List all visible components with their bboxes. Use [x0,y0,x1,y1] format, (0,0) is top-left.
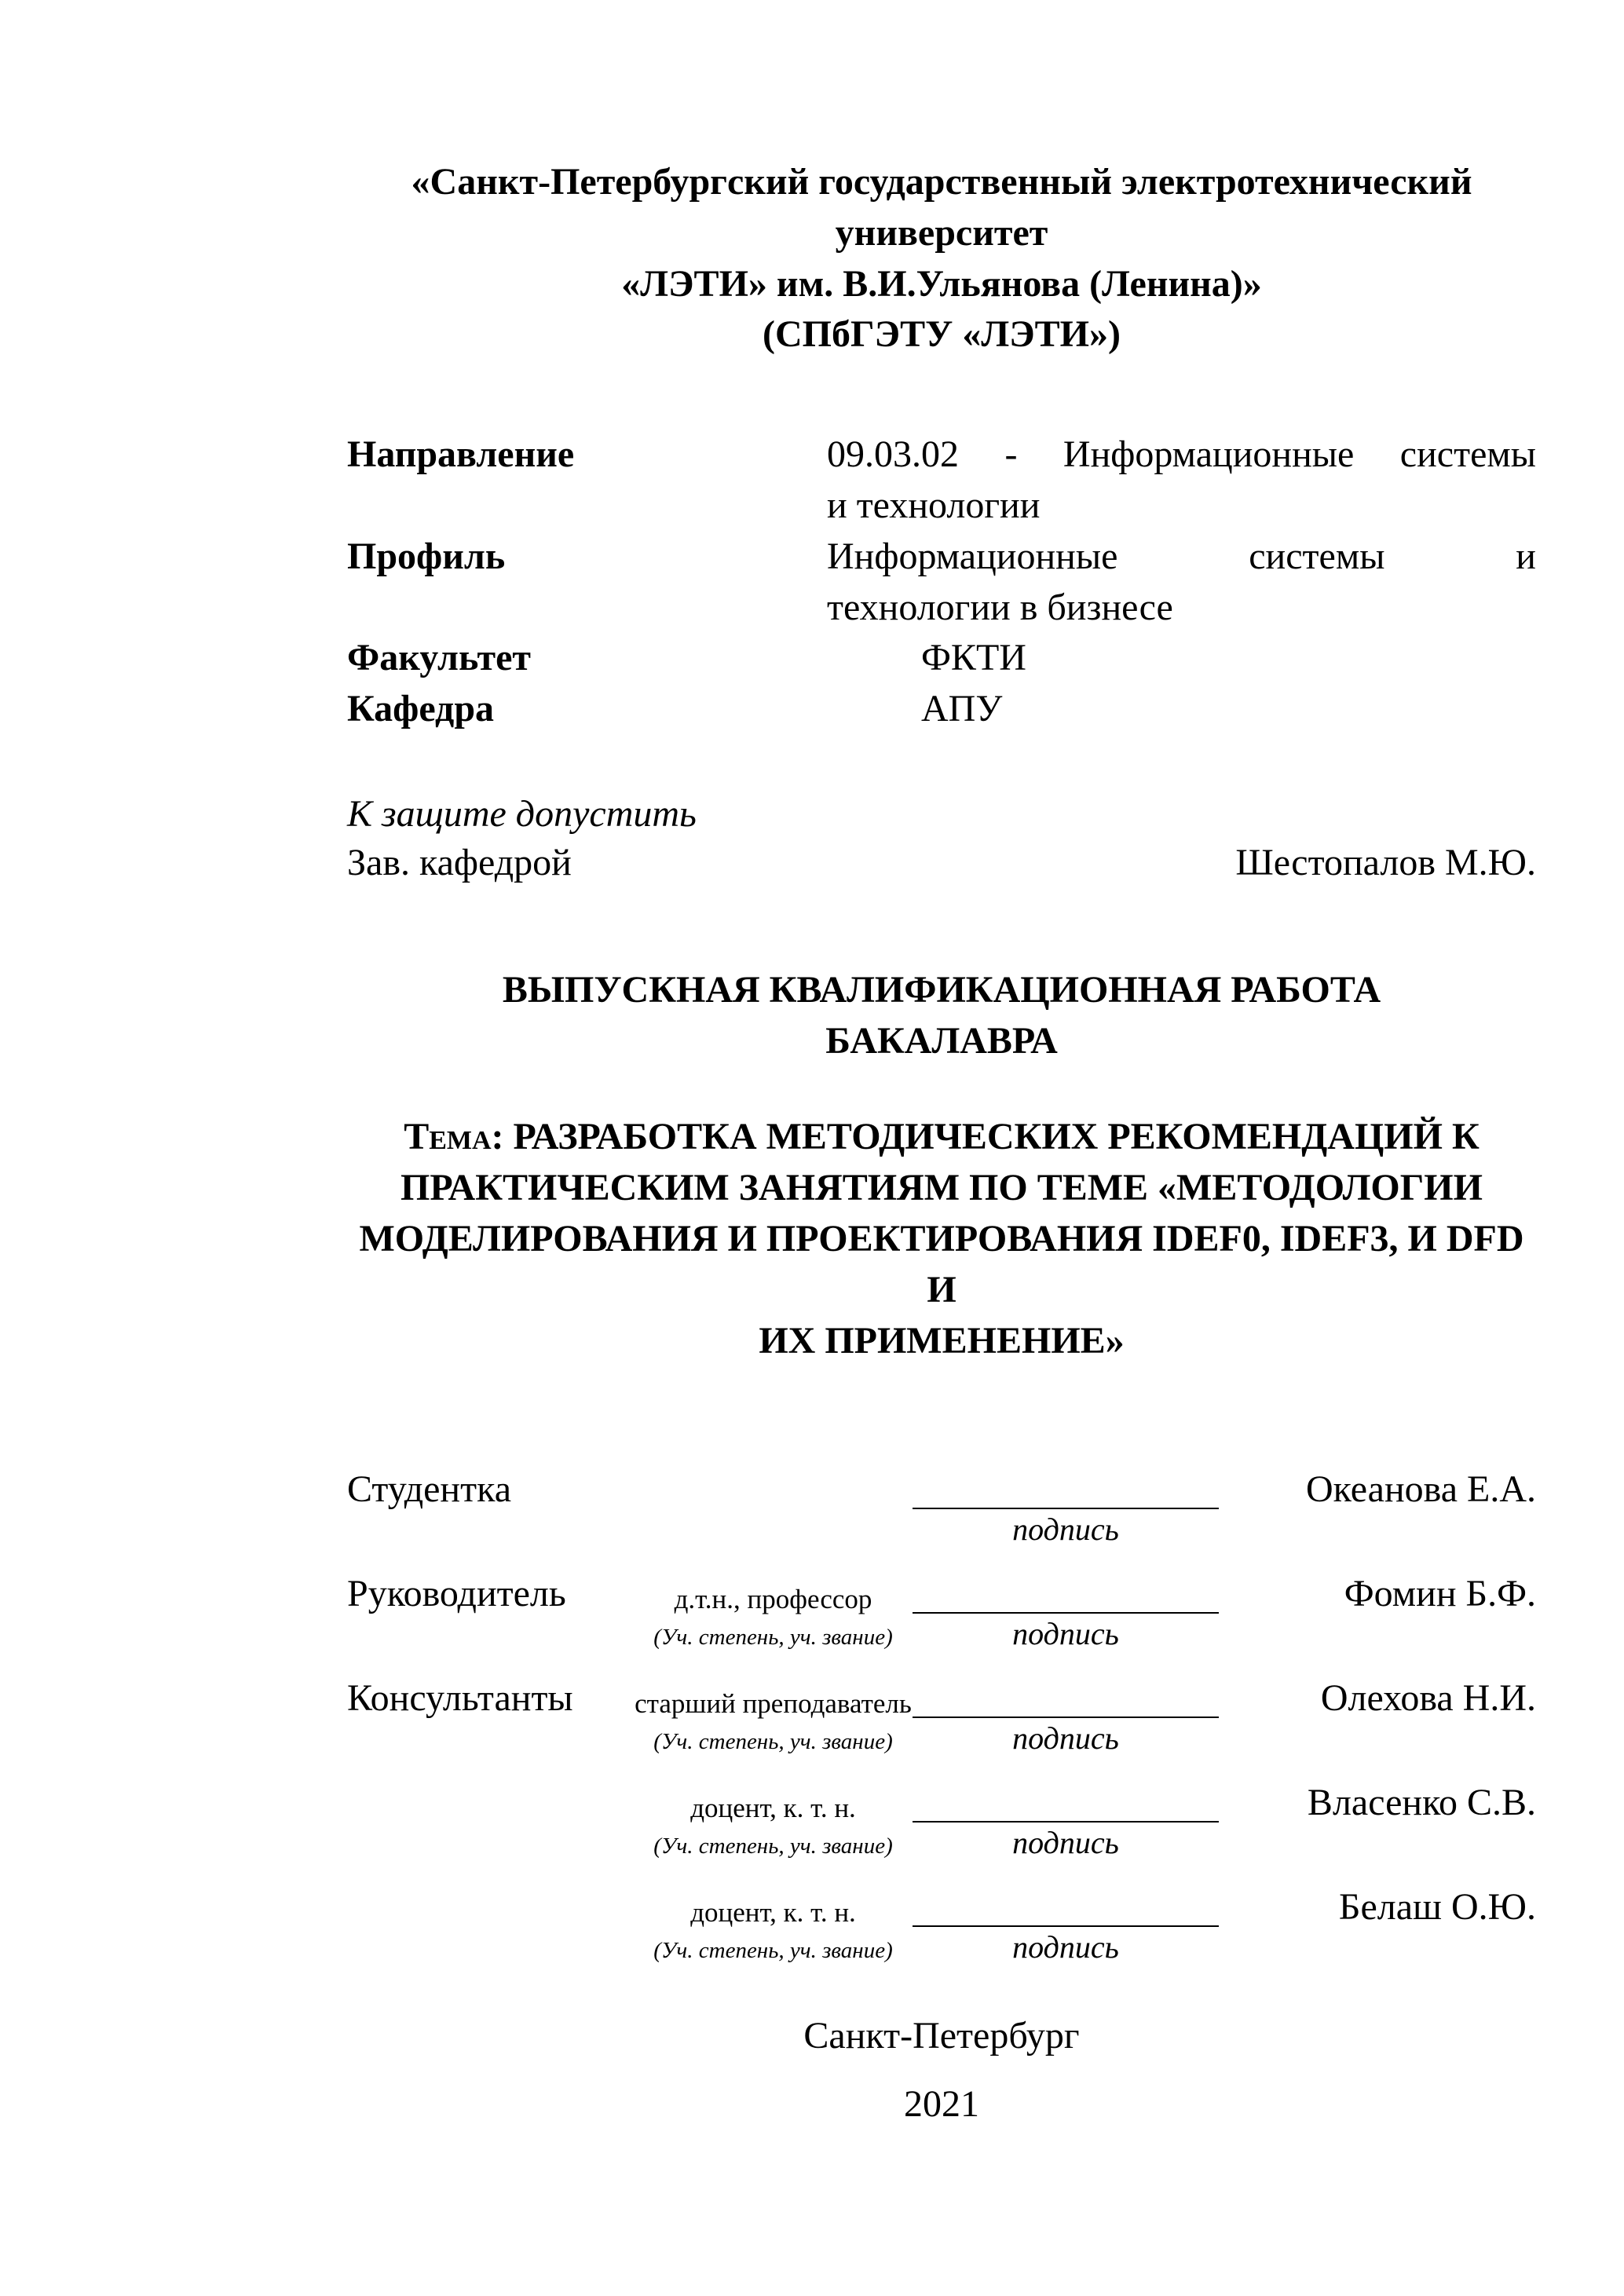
signature-caption: подпись [1012,1720,1119,1757]
signature-line [913,1671,1219,1718]
field-value-line: АПУ [921,688,1003,730]
work-title-line: БАКАЛАВРА [825,1019,1058,1062]
theme-line [347,1112,1536,1163]
field-profile [347,532,1536,634]
signature-name: Власенко С.В. [1307,1782,1536,1824]
signature-degree: доцент, к. т. н. [690,1897,856,1929]
field-value-line: и технологии [827,484,1041,526]
signature-line [913,1462,1219,1509]
field-department-value [827,684,1536,735]
field-direction-label: Направление [347,433,575,476]
field-value-line: Информационные системы и [827,535,1536,577]
signature-role [347,1880,634,1930]
field-department [347,684,1536,735]
signature-name: Океанова Е.А. [1306,1468,1536,1511]
program-fields [347,430,1536,735]
signature-row [347,1775,1536,1861]
work-title [347,965,1536,1067]
field-value-line: ФКТИ [921,637,1026,679]
theme-label: Тема: [404,1116,504,1158]
theme-line: ИХ ПРИМЕНЕНИЕ» [759,1319,1125,1362]
signature-degree-cell [634,1671,913,1757]
admission-role: Зав. кафедрой [347,842,572,884]
signature-line [913,1567,1219,1614]
signature-row [347,1462,1536,1548]
signature-caption: подпись [1012,1512,1119,1548]
field-direction-value [827,430,1536,532]
signature-line-cell [913,1462,1227,1548]
field-value-line: 09.03.02 - Информационные системы [827,433,1536,476]
signature-caption: подпись [1012,1825,1119,1861]
signature-degree-cell [634,1462,913,1548]
signature-role: Консультанты [347,1677,573,1720]
signature-degree-note: (Уч. степень, уч. звание) [653,1625,893,1651]
signature-degree-note: (Уч. степень, уч. звание) [653,1834,893,1859]
signature-degree: д.т.н., профессор [674,1584,872,1615]
signature-line-cell [913,1775,1227,1861]
field-faculty [347,633,1536,684]
theme-text: РАЗРАБОТКА МЕТОДИЧЕСКИХ РЕКОМЕНДАЦИЙ К [513,1116,1480,1158]
field-value-line: технологии в бизнесе [827,586,1173,628]
signature-name: Олехова Н.И. [1320,1677,1536,1720]
signature-caption: подпись [1012,1616,1119,1652]
signature-role: Студентка [347,1468,511,1511]
field-profile-label: Профиль [347,535,506,577]
signature-line [913,1775,1219,1823]
signature-caption: подпись [1012,1929,1119,1965]
signature-role [347,1775,634,1826]
signature-role: Руководитель [347,1573,566,1615]
university-header-line: (СПбГЭТУ «ЛЭТИ») [763,313,1121,356]
signature-degree-cell [634,1775,913,1861]
theme-line: ПРАКТИЧЕСКИМ ЗАНЯТИЯМ ПО ТЕМЕ «МЕТОДОЛОГИИ [401,1167,1483,1209]
field-profile-value [827,532,1536,634]
signature-line-cell [913,1567,1227,1652]
signature-line [913,1880,1219,1927]
university-header-line: «ЛЭТИ» им. В.И.Ульянова (Ленина)» [621,262,1262,305]
university-header [347,157,1536,360]
signature-row [347,1880,1536,1965]
footer-year: 2021 [904,2083,979,2126]
admission-name: Шестопалов М.Ю. [1235,842,1536,884]
theme-block [347,1112,1536,1366]
theme-line: МОДЕЛИРОВАНИЯ И ПРОЕКТИРОВАНИЯ IDEF0, IDEF3, И DFD И [359,1217,1524,1311]
signature-degree-note: (Уч. степень, уч. звание) [653,1729,893,1755]
signature-name: Белаш О.Ю. [1338,1886,1536,1929]
signature-degree: доцент, к. т. н. [690,1793,856,1824]
university-header-line: «Санкт-Петербургский государственный электротехнический [411,161,1472,203]
signature-degree [634,1462,913,1515]
field-faculty-value [827,633,1536,684]
admission-row [347,839,1536,887]
field-direction [347,430,1536,532]
footer-city: Санкт-Петербург [803,2015,1080,2057]
signature-line-cell [913,1671,1227,1757]
signature-line-cell [913,1880,1227,1965]
signature-name: Фомин Б.Ф. [1344,1573,1536,1615]
field-department-label: Кафедра [347,688,495,730]
signature-degree-cell [634,1880,913,1965]
admission-block [347,790,1536,888]
signatures-block [347,1462,1536,1965]
university-header-line: университет [835,211,1048,254]
signature-degree-note: (Уч. степень, уч. звание) [653,1938,893,1964]
signature-row [347,1567,1536,1652]
admission-note: К защите допустить [347,792,697,835]
signature-row [347,1671,1536,1757]
field-faculty-label: Факультет [347,637,531,679]
signature-degree-cell [634,1567,913,1652]
signature-degree: старший преподаватель [635,1688,912,1720]
work-title-line: ВЫПУСКНАЯ КВАЛИФИКАЦИОННАЯ РАБОТА [502,968,1381,1011]
footer [347,2011,1536,2130]
